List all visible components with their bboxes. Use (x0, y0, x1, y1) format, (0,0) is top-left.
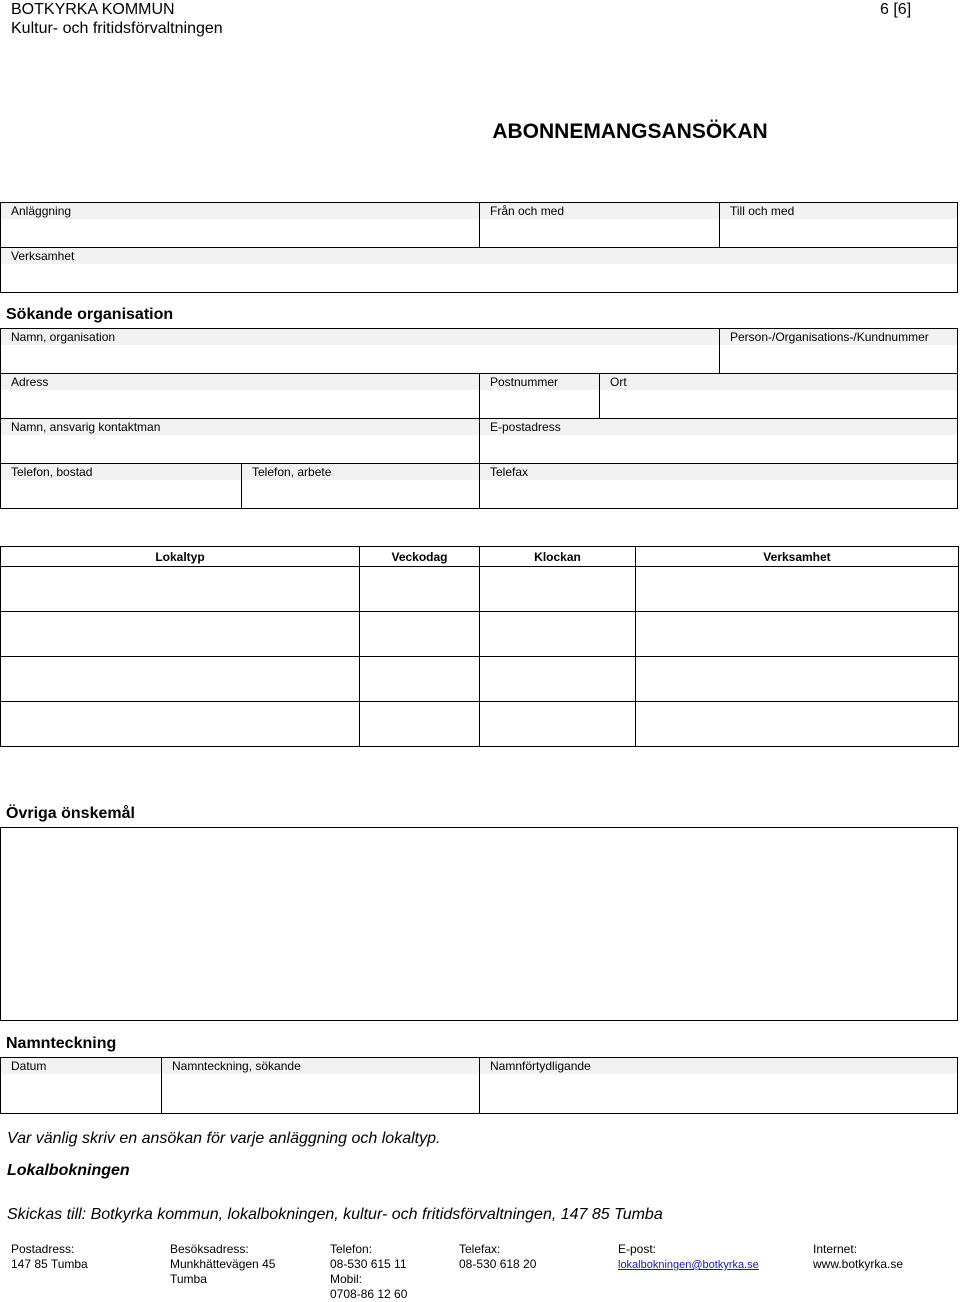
phone-row (0, 463, 958, 509)
org-name: BOTKYRKA KOMMUN (11, 1, 175, 18)
besoksadress-label: Besöksadress: (170, 1242, 249, 1256)
table-cell[interactable] (480, 702, 636, 747)
namnfortydligande-label: Namnförtydligande (480, 1058, 957, 1074)
postadress-value: 147 85 Tumba (11, 1257, 88, 1271)
epost-field[interactable] (479, 419, 957, 463)
table-cell[interactable] (480, 657, 636, 702)
anlaggning-label: Anläggning (1, 203, 479, 219)
footer-telefax (459, 1242, 536, 1272)
contact-row (0, 418, 958, 464)
ort-label: Ort (600, 374, 957, 390)
col-klockan: Klockan (480, 547, 636, 567)
table-row (1, 567, 959, 612)
table-row (1, 657, 959, 702)
kontaktman-field[interactable] (1, 419, 479, 463)
till-och-med-label: Till och med (720, 203, 957, 219)
epost-link[interactable]: lokalbokningen@botkyrka.se (618, 1259, 759, 1271)
orgnummer-label: Person-/Organisations-/Kundnummer (720, 329, 957, 345)
signature-row (0, 1057, 958, 1114)
facility-row (0, 202, 958, 248)
besoksadress-line1: Munkhättevägen 45 (170, 1257, 276, 1271)
internet-value: www.botkyrka.se (813, 1257, 904, 1271)
department-name: Kultur- och fritidsförvaltningen (11, 20, 223, 37)
kontaktman-label: Namn, ansvarig kontaktman (1, 419, 479, 435)
telefon-value: 08-530 615 11 (330, 1257, 407, 1271)
signature-heading: Namnteckning (6, 1035, 117, 1052)
telefax-footer-value: 08-530 618 20 (459, 1257, 537, 1271)
ovriga-textarea[interactable] (0, 827, 958, 1021)
page-number: 6 [6] (880, 1, 912, 18)
address-row (0, 373, 958, 419)
epost-footer-label: E-post: (618, 1242, 657, 1256)
footer-telefon (330, 1242, 407, 1302)
datum-label: Datum (1, 1058, 161, 1074)
table-cell[interactable] (360, 612, 480, 657)
applicant-heading: Sökande organisation (6, 306, 174, 323)
postnummer-label: Postnummer (480, 374, 599, 390)
orgnummer-field[interactable] (719, 329, 957, 373)
telefon-bostad-field[interactable] (1, 464, 241, 508)
namn-organisation-label: Namn, organisation (1, 329, 719, 345)
table-cell[interactable] (1, 567, 360, 612)
adress-field[interactable] (1, 374, 479, 418)
telefon-bostad-label: Telefon, bostad (1, 464, 241, 480)
table-row (1, 702, 959, 747)
namnteckning-field[interactable] (161, 1058, 479, 1113)
telefax-field[interactable] (479, 464, 957, 508)
col-lokaltyp: Lokaltyp (1, 547, 360, 567)
footer-besoksadress (170, 1242, 275, 1287)
instruction-text: Var vänlig skriv en ansökan för varje anläggning och lokaltyp. (7, 1130, 441, 1147)
ort-field[interactable] (599, 374, 957, 418)
adress-label: Adress (1, 374, 479, 390)
telefax-footer-label: Telefax: (459, 1242, 501, 1256)
send-to-text: Skickas till: Botkyrka kommun, lokalbokningen, kultur- och fritidsförvaltningen, 147 85 Tumba (7, 1206, 663, 1223)
table-cell[interactable] (1, 702, 360, 747)
form-title: ABONNEMANGSANSÖKAN (492, 120, 768, 143)
table-cell[interactable] (480, 612, 636, 657)
postadress-label: Postadress: (11, 1242, 75, 1256)
mobil-label: Mobil: (330, 1272, 363, 1286)
anlaggning-field[interactable] (1, 203, 479, 247)
footer-postadress (11, 1242, 88, 1272)
table-cell[interactable] (636, 567, 959, 612)
lokalbokningen-text: Lokalbokningen (7, 1162, 130, 1179)
telefon-label: Telefon: (330, 1242, 373, 1256)
table-cell[interactable] (360, 702, 480, 747)
datum-field[interactable] (1, 1058, 161, 1113)
telefon-arbete-field[interactable] (241, 464, 479, 508)
col-veckodag: Veckodag (360, 547, 480, 567)
namnfortydligande-field[interactable] (479, 1058, 957, 1113)
table-cell[interactable] (480, 567, 636, 612)
col-verksamhet: Verksamhet (636, 547, 959, 567)
besoksadress-line2: Tumba (170, 1272, 207, 1286)
namnteckning-label: Namnteckning, sökande (162, 1058, 479, 1074)
table-cell[interactable] (636, 657, 959, 702)
lokal-table-header (1, 547, 959, 567)
epost-label: E-postadress (480, 419, 957, 435)
telefon-arbete-label: Telefon, arbete (242, 464, 479, 480)
verksamhet-field[interactable] (1, 248, 957, 292)
postnummer-field[interactable] (479, 374, 599, 418)
table-cell[interactable] (360, 567, 480, 612)
mobil-value: 0708-86 12 60 (330, 1287, 408, 1301)
table-cell[interactable] (636, 612, 959, 657)
table-row (1, 612, 959, 657)
lokal-table (0, 546, 959, 747)
fran-och-med-label: Från och med (480, 203, 719, 219)
telefax-label: Telefax (480, 464, 957, 480)
table-cell[interactable] (360, 657, 480, 702)
till-och-med-field[interactable] (719, 203, 957, 247)
verksamhet-row (0, 247, 958, 293)
table-cell[interactable] (1, 612, 360, 657)
table-cell[interactable] (1, 657, 360, 702)
footer-internet (813, 1242, 903, 1272)
namn-organisation-field[interactable] (1, 329, 719, 373)
table-cell[interactable] (636, 702, 959, 747)
org-row (0, 328, 958, 374)
footer-epost (618, 1242, 759, 1273)
internet-label: Internet: (813, 1242, 858, 1256)
verksamhet-label: Verksamhet (1, 248, 957, 264)
ovriga-heading: Övriga önskemål (6, 805, 135, 822)
fran-och-med-field[interactable] (479, 203, 719, 247)
